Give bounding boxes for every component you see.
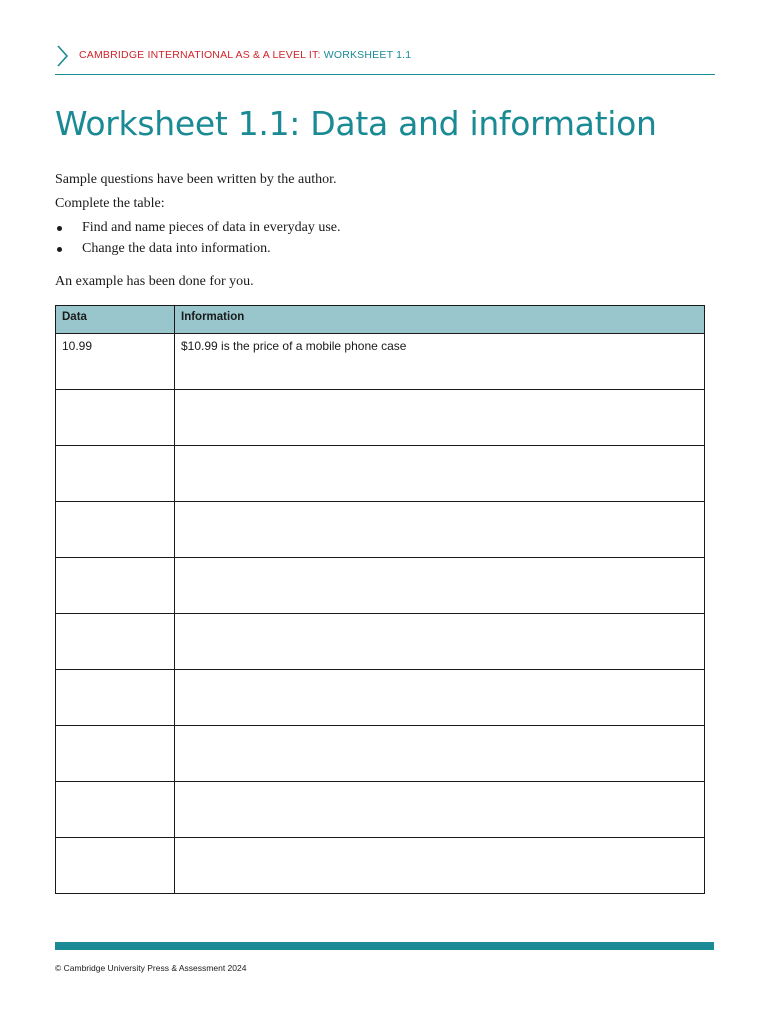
bullet-icon — [57, 247, 62, 252]
table-row — [56, 782, 705, 838]
page-title: Worksheet 1.1: Data and information — [55, 104, 657, 143]
data-cell[interactable] — [56, 446, 175, 502]
bullet-icon — [57, 226, 62, 231]
data-cell[interactable] — [56, 838, 175, 894]
column-header-data: Data — [56, 306, 175, 334]
data-cell[interactable] — [56, 502, 175, 558]
copyright-notice: © Cambridge University Press & Assessment 2024 — [55, 963, 247, 973]
information-cell[interactable] — [175, 502, 705, 558]
information-cell[interactable] — [175, 838, 705, 894]
chevron-right-icon — [55, 44, 71, 68]
instruction-text: Complete the table: — [55, 196, 165, 211]
table-header-row — [56, 306, 705, 334]
running-head-text — [79, 49, 411, 61]
data-cell[interactable] — [56, 614, 175, 670]
table-row — [56, 726, 705, 782]
information-cell[interactable]: $10.99 is the price of a mobile phone case — [175, 334, 705, 390]
data-information-table — [55, 305, 705, 894]
information-cell[interactable] — [175, 670, 705, 726]
table-row — [56, 334, 705, 390]
footer-bar — [55, 942, 714, 950]
table-row — [56, 446, 705, 502]
instruction-list — [55, 219, 341, 261]
list-item — [55, 219, 341, 240]
worksheet-label: WORKSHEET 1.1 — [323, 49, 412, 61]
data-cell[interactable]: 10.99 — [56, 334, 175, 390]
list-item-text: Change the data into information. — [82, 241, 271, 256]
table-row — [56, 558, 705, 614]
data-cell[interactable] — [56, 726, 175, 782]
table-row — [56, 838, 705, 894]
data-cell[interactable] — [56, 558, 175, 614]
data-cell[interactable] — [56, 670, 175, 726]
data-cell[interactable] — [56, 390, 175, 446]
information-cell[interactable] — [175, 558, 705, 614]
list-item-text: Find and name pieces of data in everyday use. — [82, 220, 341, 235]
column-header-information: Information — [175, 306, 705, 334]
information-cell[interactable] — [175, 614, 705, 670]
information-cell[interactable] — [175, 446, 705, 502]
example-note: An example has been done for you. — [55, 274, 254, 289]
information-cell[interactable] — [175, 390, 705, 446]
intro-text: Sample questions have been written by the author. — [55, 172, 337, 187]
running-header — [55, 44, 715, 75]
data-cell[interactable] — [56, 782, 175, 838]
information-cell[interactable] — [175, 782, 705, 838]
list-item — [55, 240, 341, 261]
series-name: CAMBRIDGE INTERNATIONAL AS & A LEVEL IT: — [79, 49, 324, 61]
table-row — [56, 390, 705, 446]
table-row — [56, 670, 705, 726]
table-row — [56, 502, 705, 558]
table-row — [56, 614, 705, 670]
information-cell[interactable] — [175, 726, 705, 782]
